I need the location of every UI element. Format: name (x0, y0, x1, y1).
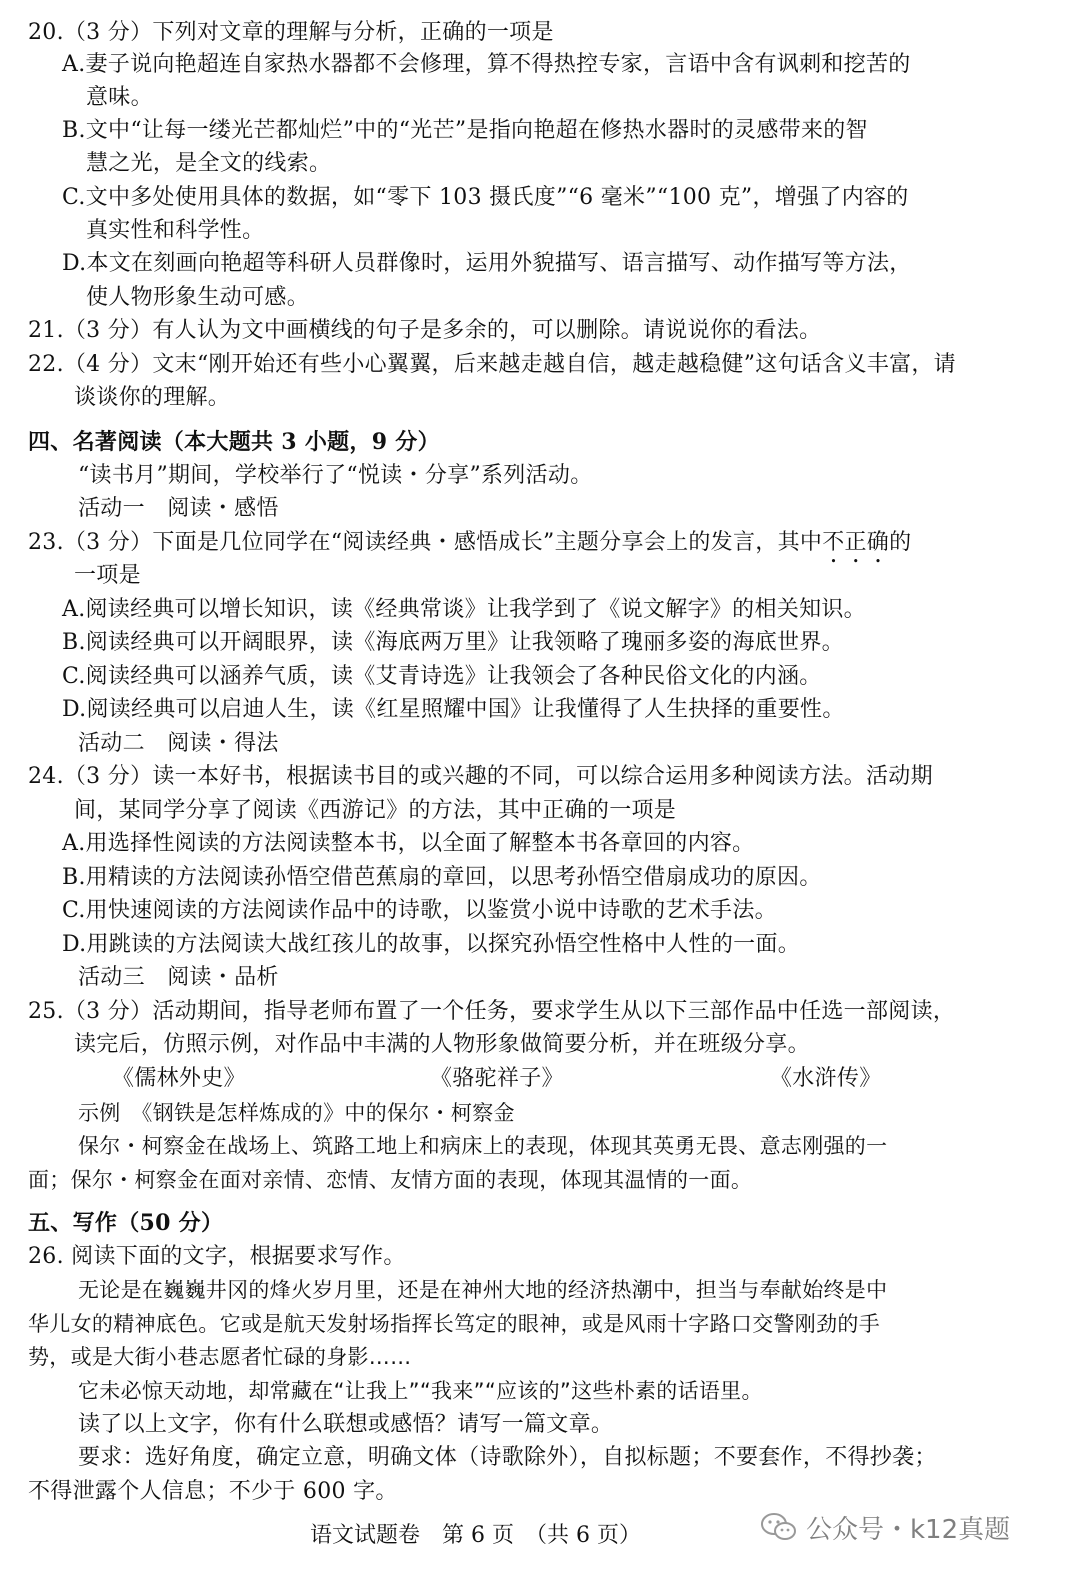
q20-option-b: B.文中“让每一缕光芒都灿烂”中的“光芒”是指向艳超在修热水器时的灵感带来的智 (62, 118, 868, 143)
q23-emphasis: 不正确 (822, 530, 890, 555)
q23-option-c: C.阅读经典可以涵养气质，读《艾青诗选》让我领会了各种民俗文化的内涵。 (62, 664, 822, 689)
book-title: 《骆驼祥子》 (430, 1066, 564, 1091)
q23-stem (28, 526, 911, 560)
watermark-text: 公众号・k12真题 (806, 1514, 1011, 1545)
activity-1-label: 活动一 阅读・感悟 (78, 496, 279, 521)
q21-stem: 21.（3 分）有人认为文中画横线的句子是多余的，可以删除。请说说你的看法。 (28, 318, 822, 343)
activity-2-label: 活动二 阅读・得法 (78, 731, 279, 756)
q24-stem: 24.（3 分）读一本好书，根据读书目的或兴趣的不同，可以综合运用多种阅读方法。活动期 (28, 764, 933, 789)
q23-option-d: D.阅读经典可以启迪人生，读《红星照耀中国》让我懂得了人生抉择的重要性。 (62, 697, 845, 722)
section-4-intro: “读书月”期间，学校举行了“悦读・分享”系列活动。 (78, 463, 593, 488)
prompt-paragraph-1-end: 势，或是大街小巷志愿者忙碌的身影…… (28, 1345, 412, 1369)
example-text: 保尔・柯察金在战场上、筑路工地上和病床上的表现，体现其英勇无畏、意志刚强的一 (78, 1134, 888, 1158)
q20-option-c: C.文中多处使用具体的数据，如“零下 103 摄氏度”“6 毫米”“100 克”，增强了内容的 (62, 185, 909, 210)
q23-stem-text: 23.（3 分）下面是几位同学在“阅读经典・感悟成长”主题分享会上的发言，其中 (28, 530, 823, 555)
q24-option-c: C.用快速阅读的方法阅读作品中的诗歌，以鉴赏小说中诗歌的艺术手法。 (62, 898, 777, 923)
q23-option-b: B.阅读经典可以开阔眼界，读《海底两万里》让我领略了瑰丽多姿的海底世界。 (62, 630, 844, 655)
q24-option-a: A.用选择性阅读的方法阅读整本书，以全面了解整本书各章回的内容。 (62, 831, 755, 856)
watermark (760, 1507, 1010, 1547)
example-text-cont: 面；保尔・柯察金在面对亲情、恋情、友情方面的表现，体现其温情的一面。 (28, 1168, 753, 1192)
wechat-icon (760, 1512, 798, 1542)
prompt-paragraph-1: 无论是在巍巍井冈的烽火岁月里，还是在神州大地的经济热潮中，担当与奉献始终是中 (78, 1278, 888, 1302)
q24-option-d: D.用跳读的方法阅读大战红孩儿的故事，以探究孙悟空性格中人性的一面。 (62, 932, 801, 957)
q20-option-d: D.本文在刻画向艳超等科研人员群像时，运用外貌描写、语言描写、动作描写等方法， (62, 251, 912, 276)
q26-stem: 26. 阅读下面的文字，根据要求写作。 (28, 1244, 406, 1269)
q22-stem-cont: 谈谈你的理解。 (74, 385, 231, 410)
q25-stem-cont: 读完后，仿照示例，对作品中丰满的人物形象做简要分析，并在班级分享。 (74, 1032, 810, 1057)
prompt-paragraph-2: 它未必惊天动地，却常藏在“让我上”“我来”“应该的”这些朴素的话语里。 (78, 1379, 763, 1403)
book-title: 《儒林外史》 (112, 1066, 246, 1091)
activity-3-label: 活动三 阅读・品析 (78, 965, 279, 990)
page-number: 语文试题卷 第 6 页 （共 6 页） (310, 1523, 641, 1548)
prompt-paragraph-3: 读了以上文字，你有什么联想或感悟？请写一篇文章。 (78, 1412, 614, 1437)
section-4-title: 四、名著阅读（本大题共 3 小题，9 分） (28, 429, 440, 455)
q23-stem-end: 的 (889, 530, 912, 555)
writing-requirements-cont: 不得泄露个人信息；不少于 600 字。 (28, 1479, 398, 1504)
book-title: 《水浒传》 (770, 1066, 882, 1091)
q22-stem: 22.（4 分）文末“刚开始还有些小心翼翼，后来越走越自信，越走越稳健”这句话含义丰富，请 (28, 352, 956, 377)
q23-stem-cont: 一项是 (74, 563, 141, 588)
q20-option-c-cont: 真实性和科学性。 (86, 218, 265, 243)
q20-option-a: A.妻子说向艳超连自家热水器都不会修理，算不得热控专家，言语中含有讽刺和挖苦的 (62, 52, 911, 77)
q25-stem: 25.（3 分）活动期间，指导老师布置了一个任务，要求学生从以下三部作品中任选一部阅读， (28, 999, 956, 1024)
section-5-title: 五、写作（50 分） (28, 1210, 224, 1236)
q24-stem-cont: 间，某同学分享了阅读《西游记》的方法，其中正确的一项是 (74, 798, 677, 823)
q20-option-d-cont: 使人物形象生动可感。 (86, 285, 310, 310)
q20-option-b-cont: 慧之光，是全文的线索。 (86, 151, 332, 176)
writing-requirements: 要求：选好角度，确定立意，明确文体（诗歌除外），自拟标题；不要套作，不得抄袭； (78, 1445, 937, 1470)
prompt-paragraph-1-cont: 华儿女的精神底色。它或是航天发射场指挥长笃定的眼神，或是风雨十字路口交警刚劲的手 (28, 1312, 880, 1336)
example-title: 示例 《钢铁是怎样炼成的》中的保尔・柯察金 (78, 1101, 515, 1125)
q20-stem: 20.（3 分）下列对文章的理解与分析，正确的一项是 (28, 20, 554, 45)
q20-option-a-cont: 意味。 (86, 85, 153, 110)
q24-option-b: B.用精读的方法阅读孙悟空借芭蕉扇的章回，以思考孙悟空借扇成功的原因。 (62, 865, 822, 890)
q23-option-a: A.阅读经典可以增长知识，读《经典常谈》让我学到了《说文解字》的相关知识。 (62, 597, 866, 622)
